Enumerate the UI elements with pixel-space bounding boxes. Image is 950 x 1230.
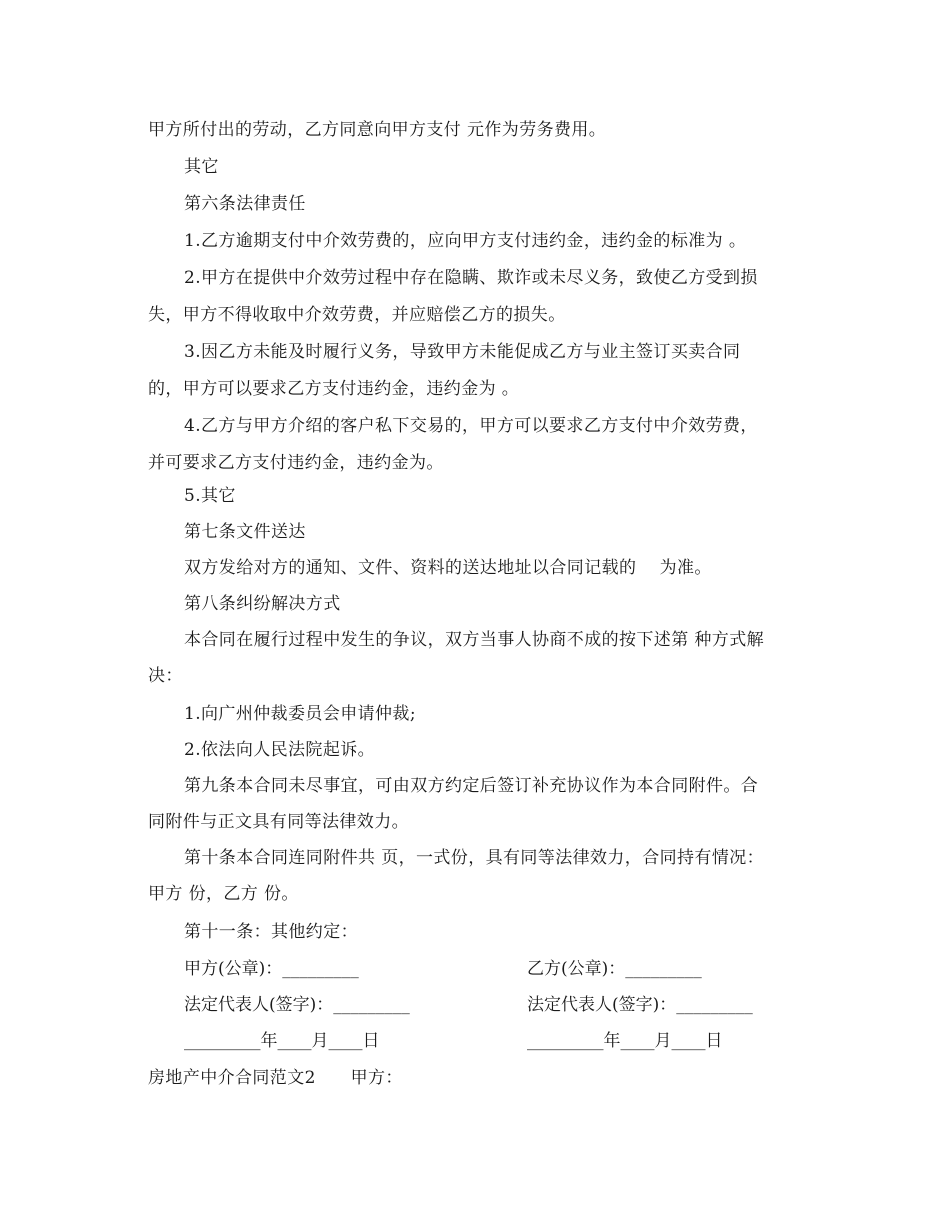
party-a-representative: 法定代表人(签字)：_________ [184, 995, 410, 1015]
paragraph-line: 并可要求乙方支付违约金，违约金为。 [148, 453, 444, 473]
section-heading: 第七条文件送达 [184, 522, 306, 542]
party-b-date: _________年____月____日 [527, 1031, 723, 1051]
paragraph-line: 本合同在履行过程中发生的争议，双方当事人协商不成的按下述第 种方式解 [184, 630, 765, 650]
paragraph-line: 1.向广州仲裁委员会申请仲裁; [184, 704, 416, 724]
section-heading: 第十一条：其他约定： [184, 922, 358, 942]
paragraph-line: 甲方所付出的劳动，乙方同意向甲方支付 元作为劳务费用。 [148, 120, 607, 140]
paragraph-line: 甲方 份，乙方 份。 [148, 884, 299, 904]
paragraph-line: 失，甲方不得收取中介效劳费，并应赔偿乙方的损失。 [148, 305, 566, 325]
paragraph-line: 第九条本合同未尽事宜，可由双方约定后签订补充协议作为本合同附件。合 [184, 776, 759, 796]
paragraph-line: 5.其它 [184, 486, 236, 506]
party-a-date: _________年____月____日 [184, 1031, 380, 1051]
party-a-seal: 甲方(公章)：_________ [184, 959, 359, 979]
paragraph-line: 同附件与正文具有同等法律效力。 [148, 812, 409, 832]
paragraph-line: 4.乙方与甲方介绍的客户私下交易的，甲方可以要求乙方支付中介效劳费， [184, 416, 758, 436]
paragraph-line: 决： [148, 666, 183, 686]
paragraph-line: 第十条本合同连同附件共 页，一式份，具有同等法律效力，合同持有情况： [184, 848, 765, 868]
paragraph-line: 其它 [184, 157, 219, 177]
party-b-seal: 乙方(公章)：_________ [527, 959, 702, 979]
paragraph-line: 的，甲方可以要求乙方支付违约金，违约金为 。 [148, 379, 520, 399]
next-document-title: 房地产中介合同范文2 甲方： [148, 1068, 403, 1088]
party-b-representative: 法定代表人(签字)：_________ [527, 995, 753, 1015]
section-heading: 第六条法律责任 [184, 194, 306, 214]
paragraph-line: 2.依法向人民法院起诉。 [184, 740, 376, 760]
paragraph-line: 双方发给对方的通知、文件、资料的送达地址以合同记载的 为准。 [184, 558, 712, 578]
paragraph-line: 1.乙方逾期支付中介效劳费的，应向甲方支付违约金，违约金的标准为 。 [184, 231, 747, 251]
paragraph-line: 3.因乙方未能及时履行义务，导致甲方未能促成乙方与业主签订买卖合同 [184, 342, 741, 362]
paragraph-line: 2.甲方在提供中介效劳过程中存在隐瞒、欺诈或未尽义务，致使乙方受到损 [184, 268, 758, 288]
section-heading: 第八条纠纷解决方式 [184, 594, 341, 614]
